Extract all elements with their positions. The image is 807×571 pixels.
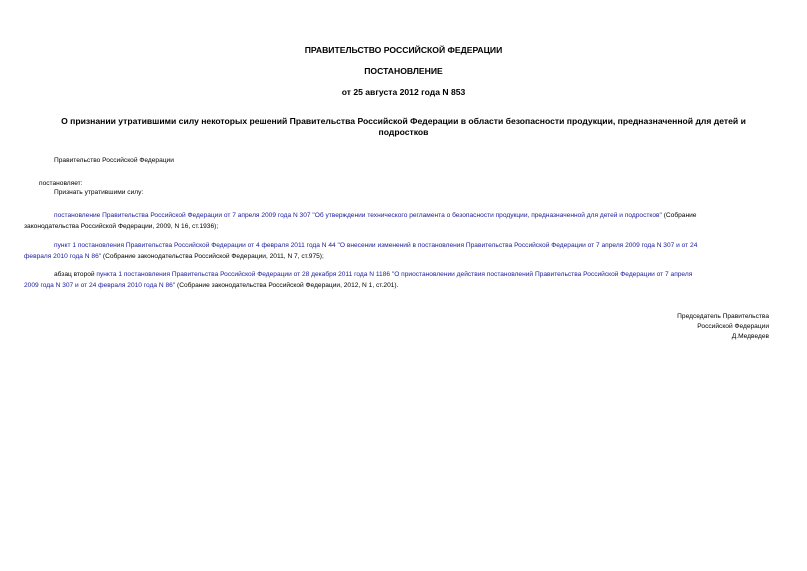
item3-source: (Собрание законодательства Российской Федерации, 2012, N 1, ст.201).: [175, 282, 399, 289]
preamble-text: Правительство Российской Федерации: [54, 157, 174, 164]
list-item-3: [24, 269, 769, 291]
decree-1186-link-part1[interactable]: пункта 1 постановления Правительства Российской Федерации от 28 декабря 2011 года N 1186 "О приостановлении действия постановлений Правительства Российской Федерации от 7 апреля: [96, 271, 693, 278]
signature-name: Д.Медведев: [731, 333, 769, 340]
list-item-1: [24, 210, 769, 232]
government-heading: ПРАВИТЕЛЬСТВО РОССИЙСКОЙ ФЕДЕРАЦИИ: [304, 45, 503, 55]
signature-position-line1: Председатель Правительства: [677, 313, 769, 320]
decree-44-link-part2[interactable]: февраля 2010 года N 86": [24, 253, 102, 260]
document-title: О признании утратившими силу некоторых решений Правительства Российской Федерации в области безопасности продукции, предназначенной для детей и подростков: [61, 116, 746, 137]
item1-source-b: законодательства Российской Федерации, 2009, N 16, ст.1936);: [24, 223, 219, 230]
item3-prefix: абзац второй: [54, 271, 97, 278]
decree-307-link[interactable]: постановление Правительства Российской Федерации от 7 апреля 2009 года N 307 "Об утверждении технического регламента о безопасности продукции, предназначенной для детей и подростков": [54, 212, 662, 219]
decree-44-link-part1[interactable]: пункт 1 постановления Правительства Российской Федерации от 4 февраля 2011 года N 44 "О внесении изменений в постановления Правительства Российской Федерации от 7 апреля 2009 года N 307 и от 24: [54, 242, 698, 249]
decree-1186-link-part2[interactable]: 2009 года N 307 и от 24 февраля 2010 года N 86": [24, 282, 176, 289]
document-type-heading: ПОСТАНОВЛЕНИЕ: [364, 66, 443, 76]
signature-position-line2: Российской Федерации: [697, 323, 769, 330]
item2-source: (Собрание законодательства Российской Федерации, 2011, N 7, ст.975);: [101, 253, 324, 260]
document-date-number: от 25 августа 2012 года N 853: [341, 87, 466, 97]
decrees-text: постановляет:: [39, 180, 83, 187]
declare-text: Признать утратившими силу:: [54, 189, 144, 196]
item1-source-a: (Собрание: [661, 212, 697, 219]
list-item-2: [24, 240, 769, 262]
